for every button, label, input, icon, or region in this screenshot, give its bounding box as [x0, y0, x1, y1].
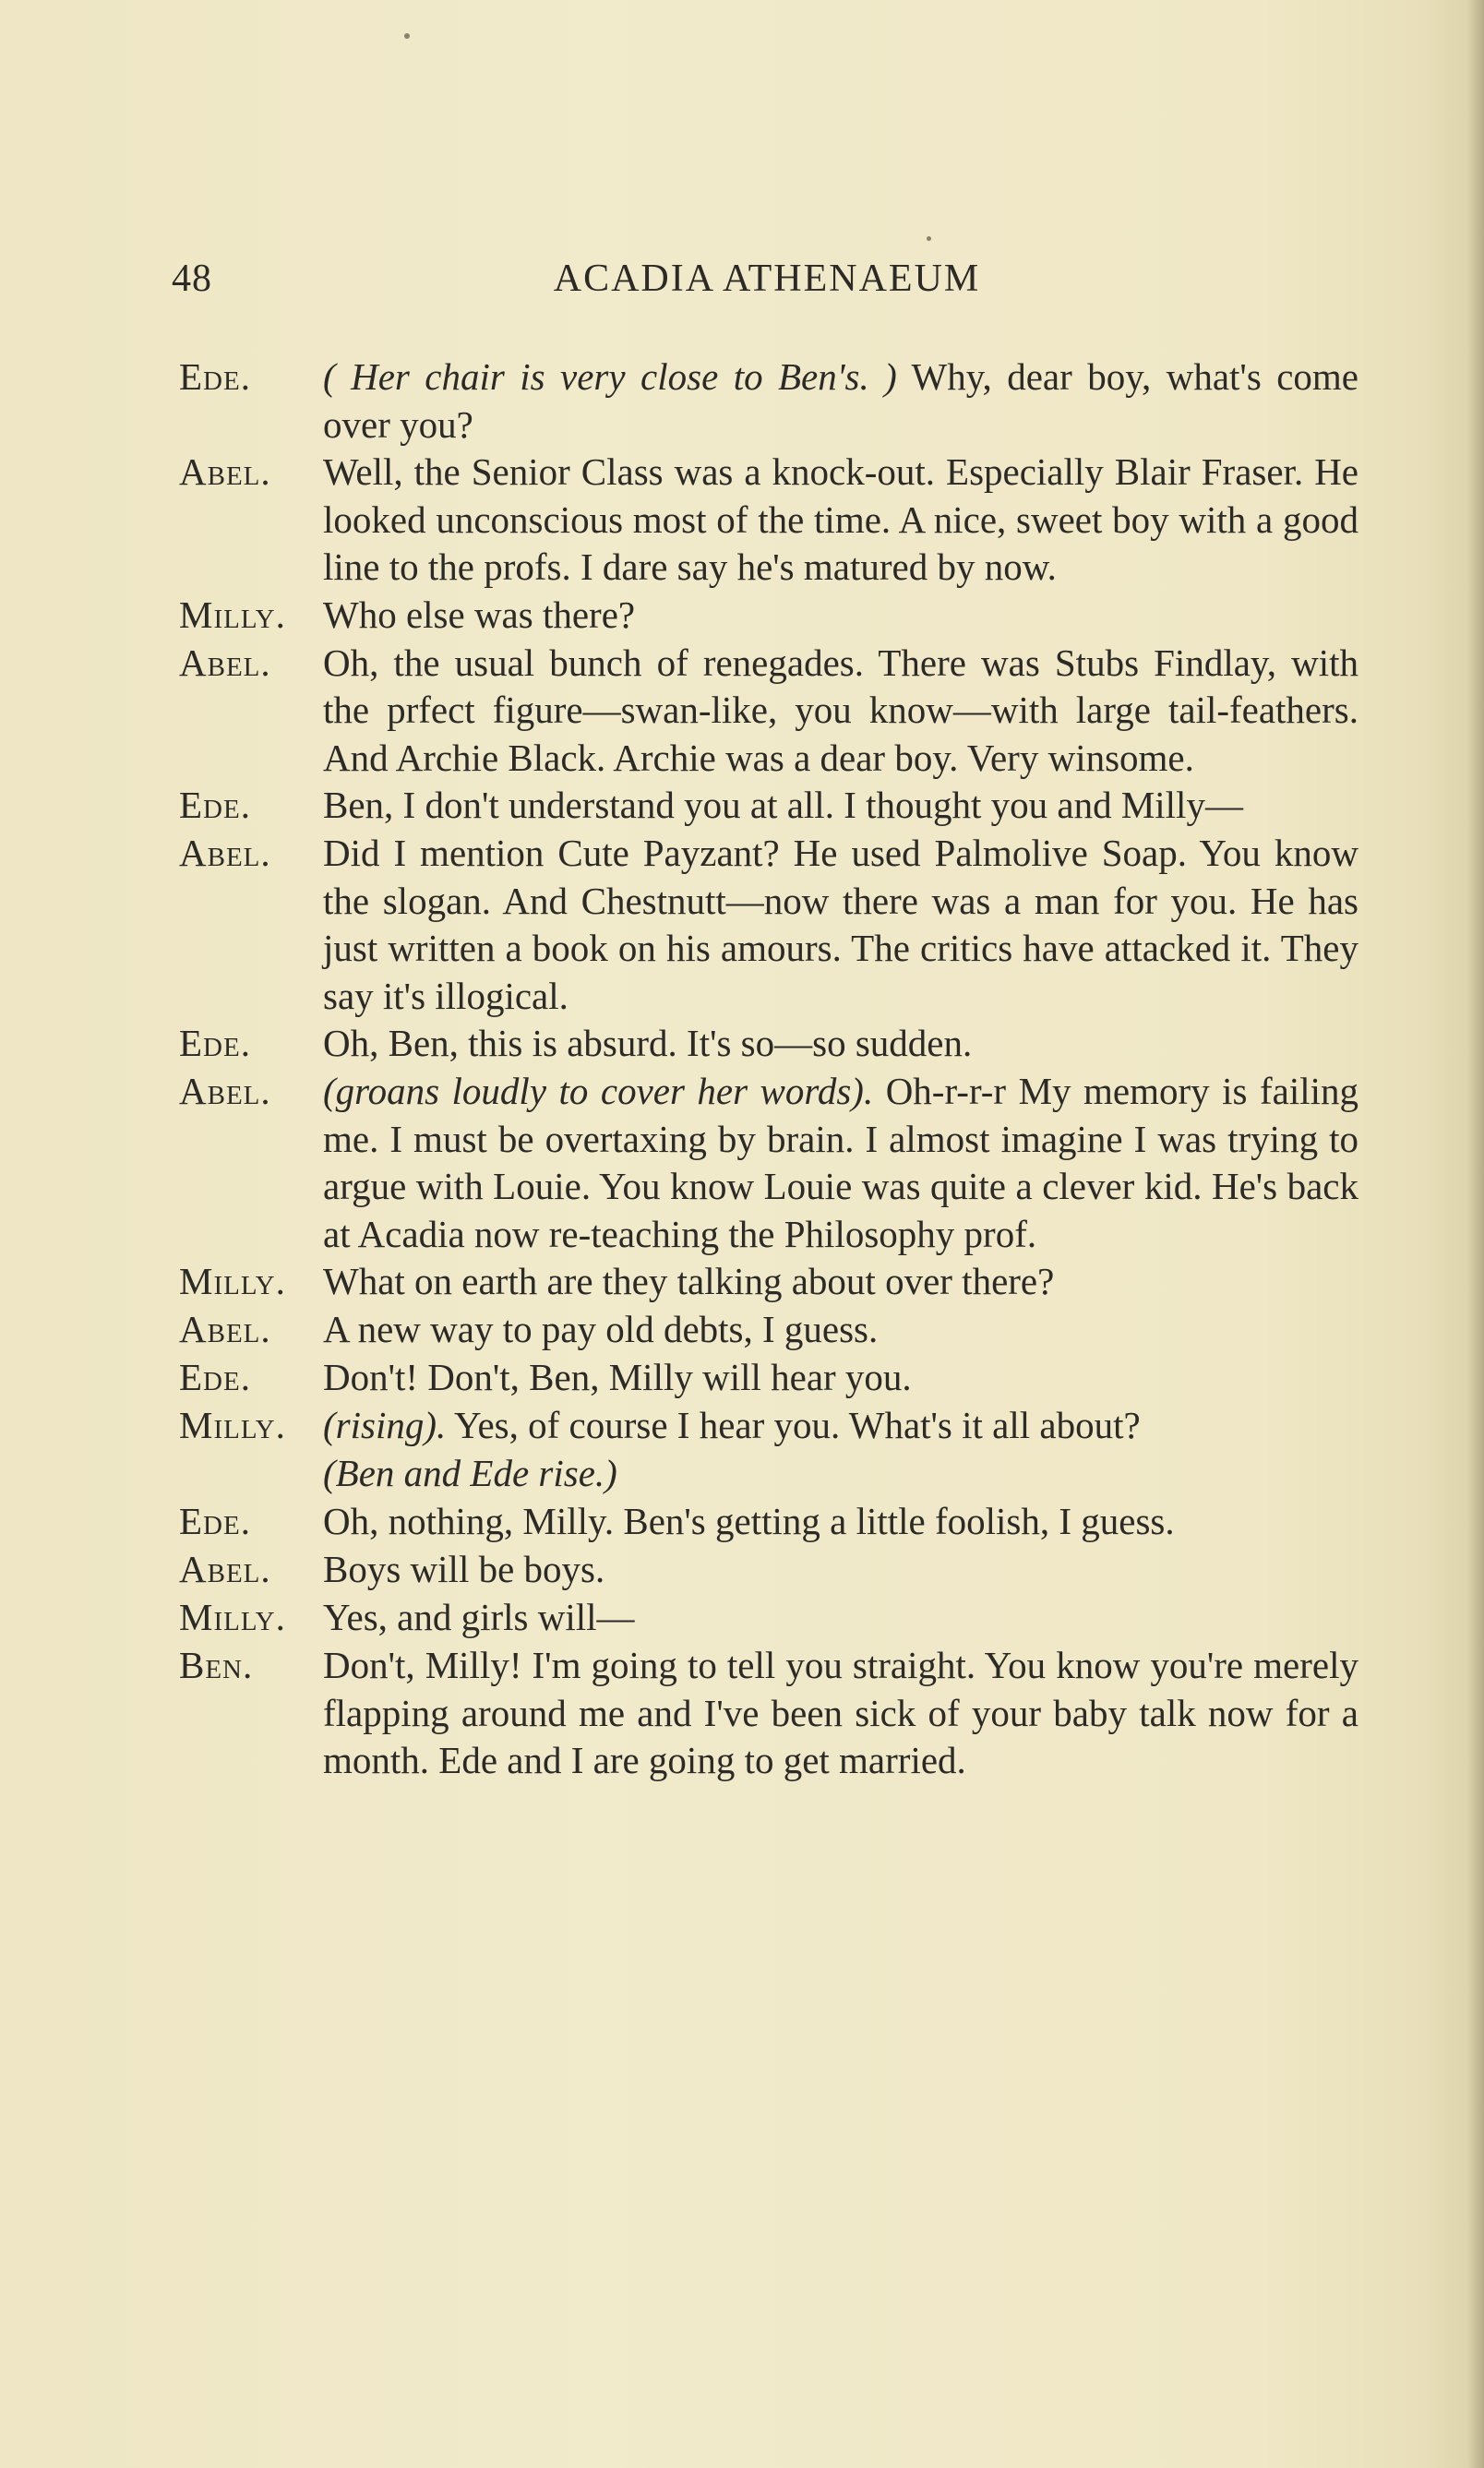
- speaker-name: Abel.: [179, 1548, 271, 1590]
- speaker-name: Abel.: [179, 832, 271, 874]
- speech-words: Boys will be boys.: [323, 1548, 605, 1590]
- stage-direction: (groans loudly to cover her words).: [323, 1070, 874, 1112]
- speech-text: [323, 449, 1358, 592]
- dialogue-line: [172, 1594, 1371, 1642]
- speaker-name: Ede.: [179, 1500, 251, 1542]
- speech-text: [323, 830, 1358, 1020]
- speech-text: [323, 1354, 1358, 1402]
- dialogue-line: [172, 1068, 1371, 1258]
- speech-words: Oh-r-r-r My memory is failing me. I must be overtaxing by brain. I almost imagine I was trying to argue with Louie. You know Louie was quite a clever kid. He's back at Acadia now re-teaching the Philosophy prof.: [323, 1070, 1358, 1255]
- page-number: 48: [172, 258, 212, 300]
- speaker-name: Abel.: [179, 1070, 271, 1112]
- dialogue-line: [172, 1258, 1371, 1306]
- stage-direction: (rising).: [323, 1404, 447, 1446]
- page-edge-shadow: [1467, 0, 1484, 2468]
- speaker-name: Milly.: [179, 1404, 286, 1446]
- speaker-name: Ede.: [179, 355, 251, 398]
- speech-text: [323, 1068, 1358, 1258]
- dialogue-line: [172, 782, 1371, 830]
- speech-words: Ben, I don't understand you at all. I thought you and Milly—: [323, 784, 1243, 826]
- speaker-name: Milly.: [179, 1260, 286, 1302]
- speech-words: Oh, Ben, this is absurd. It's so—so sudden.: [323, 1022, 973, 1064]
- dialogue-line: [172, 1020, 1371, 1068]
- speech-text: [323, 782, 1358, 830]
- speech-words: A new way to pay old debts, I guess.: [323, 1308, 879, 1350]
- dialogue-line: [172, 1498, 1371, 1546]
- speech-words: What on earth are they talking about over there?: [323, 1260, 1055, 1302]
- speaker-name: Ben.: [179, 1644, 254, 1686]
- dialogue-line: [172, 449, 1371, 592]
- dialogue-line: [172, 353, 1371, 449]
- speech-text: [323, 1450, 1358, 1498]
- speech-words: Who else was there?: [323, 593, 636, 636]
- speech-words: Did I mention Cute Payzant? He used Palmolive Soap. You know the slogan. And Chestnutt—now there was a man for you. He has just written a book on his amours. The critics have attacked it. They say it's illogical.: [323, 832, 1358, 1017]
- speech-words: Yes, of course I hear you. What's it all about?: [446, 1404, 1141, 1446]
- speech-words: Why, dear boy, what's come over you?: [323, 355, 1358, 446]
- speech-text: [323, 1402, 1358, 1450]
- speaker-name: Ede.: [179, 1356, 251, 1398]
- dialogue-line: [172, 1546, 1371, 1594]
- speech-words: Well, the Senior Class was a knock-out. Especially Blair Fraser. He looked unconscious most of the time. A nice, sweet boy with a good line to the profs. I dare say he's matured by now.: [323, 450, 1358, 588]
- speech-text: [323, 1306, 1358, 1354]
- speech-text: [323, 1546, 1358, 1594]
- speaker-name: Abel.: [179, 1308, 271, 1350]
- dialogue-line: [172, 640, 1371, 783]
- speech-words: Yes, and girls will—: [323, 1596, 635, 1638]
- speaker-name: Abel.: [179, 450, 271, 493]
- paper-speck: [404, 33, 410, 39]
- dialogue-line: [172, 1306, 1371, 1354]
- speech-text: [323, 1594, 1358, 1642]
- paper-speck: [927, 236, 931, 241]
- speaker-name: Abel.: [179, 641, 271, 684]
- stage-direction: ( Her chair is very close to Ben's. ): [323, 355, 897, 398]
- dialogue-line: [172, 830, 1371, 1020]
- page-header: [172, 257, 1362, 312]
- speech-text: [323, 1258, 1358, 1306]
- speech-text: [323, 1642, 1358, 1785]
- speech-words: Don't! Don't, Ben, Milly will hear you.: [323, 1356, 912, 1398]
- speech-text: [323, 592, 1358, 640]
- speech-words: Don't, Milly! I'm going to tell you straight. You know you're merely flapping around me and I've been sick of your baby talk now for a month. Ede and I are going to get married.: [323, 1644, 1358, 1781]
- speaker-name: Milly.: [179, 1596, 286, 1638]
- speech-text: [323, 1498, 1358, 1546]
- speaker-name: Milly.: [179, 593, 286, 636]
- speech-text: [323, 640, 1358, 783]
- stage-direction: (Ben and Ede rise.): [323, 1452, 617, 1494]
- dialogue-line: [172, 1354, 1371, 1402]
- speaker-name: Ede.: [179, 784, 251, 826]
- dialogue-line: [172, 1642, 1371, 1785]
- speech-words: Oh, the usual bunch of renegades. There was Stubs Findlay, with the prfect figure—swan-like, you know—with large tail-feathers. And Archie Black. Archie was a dear boy. Very winsome.: [323, 641, 1358, 779]
- speech-text: [323, 1020, 1358, 1068]
- play-script: [172, 353, 1371, 1785]
- speaker-name: Ede.: [179, 1022, 251, 1064]
- dialogue-line: [172, 592, 1371, 640]
- dialogue-line: [172, 1402, 1371, 1450]
- speech-text: [323, 353, 1358, 449]
- running-title: ACADIA ATHENAEUM: [553, 258, 981, 300]
- stage-direction-line: [172, 1450, 1371, 1498]
- speech-words: Oh, nothing, Milly. Ben's getting a little foolish, I guess.: [323, 1500, 1175, 1542]
